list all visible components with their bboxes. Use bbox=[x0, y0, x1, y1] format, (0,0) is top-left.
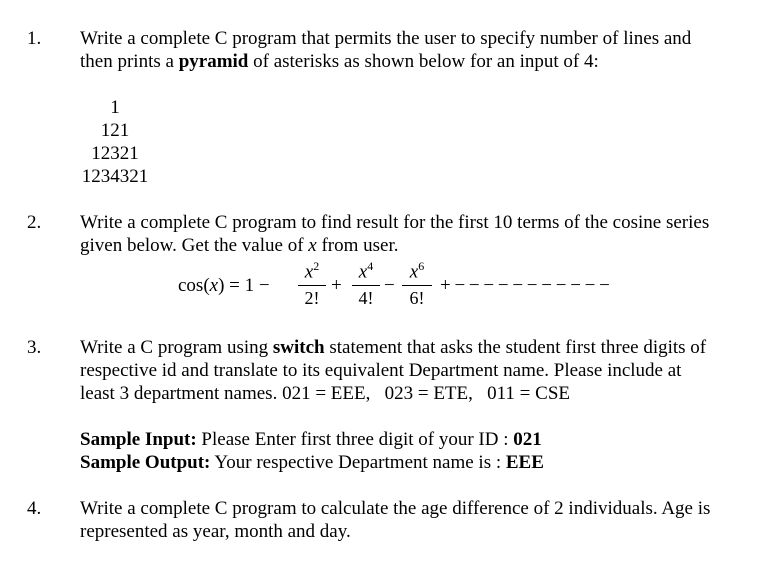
sample-output bbox=[80, 451, 544, 474]
pyramid-row-1: 1 bbox=[110, 97, 120, 118]
question-4-line-1: Write a complete C program to calculate the age difference of 2 individuals. Age is bbox=[80, 498, 711, 519]
term-3-fraction-bar bbox=[402, 285, 432, 286]
question-2-number: 2. bbox=[27, 212, 42, 233]
q1-keyword-pyramid: pyramid bbox=[178, 51, 249, 72]
sample-output-text: Your respective Department name is : bbox=[210, 452, 506, 473]
term-2-fraction-bar bbox=[352, 285, 380, 286]
q2-variable-x: x bbox=[308, 235, 317, 256]
question-1-number: 1. bbox=[27, 28, 42, 49]
pyramid-row-3: 12321 bbox=[91, 143, 139, 164]
pyramid-row-2: 121 bbox=[100, 120, 130, 141]
formula-minus-1: − bbox=[384, 275, 395, 296]
term-3-x: x bbox=[409, 261, 419, 283]
sample-input-text: Please Enter first three digit of your ID : bbox=[196, 429, 514, 450]
term-1-exponent: 2 bbox=[313, 259, 320, 273]
term-3-exponent: 6 bbox=[418, 259, 425, 273]
q3-keyword-switch: switch bbox=[272, 337, 325, 358]
question-4-line-2: represented as year, month and day. bbox=[80, 521, 351, 542]
pyramid-row-4: 1234321 bbox=[81, 166, 149, 187]
formula-lhs-x: x bbox=[209, 275, 219, 296]
formula-lhs bbox=[178, 275, 270, 297]
formula-plus-1: + bbox=[331, 275, 342, 296]
formula-equals-one-minus: ) = 1 − bbox=[218, 275, 270, 296]
q2-line2-pre: given below. Get the value of bbox=[80, 235, 309, 256]
q2-line2-post: from user. bbox=[316, 235, 399, 256]
term-1-fraction-bar bbox=[298, 285, 326, 286]
formula-continuation: + − − − − − − − − − − − bbox=[440, 275, 610, 296]
term-1-denominator: 2! bbox=[304, 288, 320, 308]
question-3-line-2: respective id and translate to its equivalent Department name. Please include at bbox=[80, 360, 682, 381]
term-2-x: x bbox=[358, 261, 368, 283]
term-3-denominator: 6! bbox=[409, 288, 425, 308]
question-3-number: 3. bbox=[27, 337, 42, 358]
formula-cos: cos( bbox=[178, 275, 210, 296]
q3-line1-post: statement that asks the student first three digits of bbox=[324, 337, 707, 358]
question-1-line-2 bbox=[80, 50, 599, 73]
question-3-line-1 bbox=[80, 336, 706, 359]
sample-output-value: EEE bbox=[505, 452, 544, 473]
sample-output-label: Sample Output: bbox=[80, 452, 211, 473]
term-3-numerator bbox=[402, 259, 432, 283]
term-2-denominator: 4! bbox=[358, 288, 374, 308]
term-2-numerator bbox=[352, 259, 380, 283]
question-2-line-1: Write a complete C program to find result for the first 10 terms of the cosine series bbox=[80, 212, 710, 233]
question-4-number: 4. bbox=[27, 498, 42, 519]
question-2-line-2 bbox=[80, 234, 399, 257]
sample-input-value: 021 bbox=[513, 429, 542, 450]
term-1-x: x bbox=[304, 261, 314, 283]
term-2-exponent: 4 bbox=[367, 259, 374, 273]
question-3-line-3: least 3 department names. 021 = EEE, 023 = ETE, 011 = CSE bbox=[80, 383, 570, 404]
sample-input-label: Sample Input: bbox=[80, 429, 197, 450]
q3-line1-pre: Write a C program using bbox=[80, 337, 273, 358]
sample-input bbox=[80, 428, 542, 451]
q1-line2-pre: then prints a bbox=[80, 51, 179, 72]
term-1-numerator bbox=[298, 259, 326, 283]
q1-line2-post: of asterisks as shown below for an input of 4: bbox=[248, 51, 599, 72]
question-1-line-1: Write a complete C program that permits the user to specify number of lines and bbox=[80, 28, 692, 49]
